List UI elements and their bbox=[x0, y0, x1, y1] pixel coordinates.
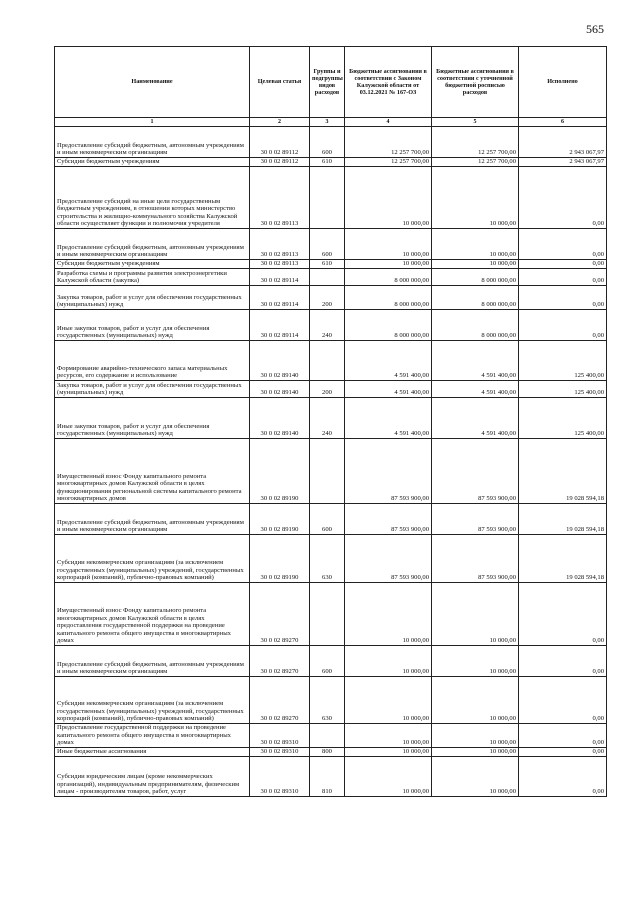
row-executed-amount: 125 400,00 bbox=[519, 381, 607, 398]
row-group-code: 630 bbox=[310, 677, 345, 724]
row-law-amount: 10 000,00 bbox=[345, 229, 432, 260]
row-updated-amount: 87 593 900,00 bbox=[432, 535, 519, 583]
row-name: Субсидии юридическим лицам (кроме некоммерческих организаций), индивидуальным предпринимателям, физическим лицам - производителям товаров, работ, услуг bbox=[55, 756, 250, 796]
row-group-code bbox=[310, 439, 345, 504]
header-group: Группы и подгруппы видов расходов bbox=[310, 47, 345, 118]
row-target-code: 30 0 02 89114 bbox=[250, 310, 310, 341]
row-law-amount: 10 000,00 bbox=[345, 583, 432, 646]
row-target-code: 30 0 02 89113 bbox=[250, 229, 310, 260]
row-updated-amount: 4 591 400,00 bbox=[432, 398, 519, 439]
row-name: Предоставление субсидий бюджетным, автономным учреждениям и иным некоммерческим организациям bbox=[55, 229, 250, 260]
row-name: Формирование аварийно-технического запаса материальных ресурсов, его содержание и использование bbox=[55, 341, 250, 381]
row-executed-amount: 0,00 bbox=[519, 260, 607, 269]
row-name: Субсидии некоммерческим организациям (за исключением государственных (муниципальных) учреждений, государственных корпораций (компаний), публично-правовых компаний) bbox=[55, 535, 250, 583]
row-law-amount: 4 591 400,00 bbox=[345, 341, 432, 381]
row-name: Субсидии бюджетным учреждениям bbox=[55, 260, 250, 269]
row-law-amount: 8 000 000,00 bbox=[345, 310, 432, 341]
row-name: Имущественный взнос Фонду капитального ремонта многоквартирных домов Калужской области в целях функционирования региональной системы капитального ремонта многоквартирных домов bbox=[55, 439, 250, 504]
row-group-code: 810 bbox=[310, 756, 345, 796]
table-row bbox=[55, 310, 607, 341]
row-target-code: 30 0 02 89112 bbox=[250, 127, 310, 158]
row-law-amount: 10 000,00 bbox=[345, 260, 432, 269]
row-law-amount: 12 257 700,00 bbox=[345, 158, 432, 167]
row-name: Предоставление субсидий бюджетным, автономным учреждениям и иным некоммерческим организациям bbox=[55, 504, 250, 535]
table-row bbox=[55, 677, 607, 724]
row-group-code bbox=[310, 341, 345, 381]
row-executed-amount: 0,00 bbox=[519, 310, 607, 341]
row-executed-amount: 0,00 bbox=[519, 724, 607, 748]
row-updated-amount: 10 000,00 bbox=[432, 583, 519, 646]
row-group-code bbox=[310, 583, 345, 646]
row-group-code: 240 bbox=[310, 310, 345, 341]
table-row bbox=[55, 756, 607, 796]
row-law-amount: 10 000,00 bbox=[345, 724, 432, 748]
table-row bbox=[55, 398, 607, 439]
row-law-amount: 8 000 000,00 bbox=[345, 269, 432, 286]
row-target-code: 30 0 02 89112 bbox=[250, 158, 310, 167]
table-row bbox=[55, 381, 607, 398]
row-law-amount: 10 000,00 bbox=[345, 756, 432, 796]
row-executed-amount: 0,00 bbox=[519, 646, 607, 677]
header-updated: Бюджетные ассигнования в соответствии с уточненной бюджетной росписью расходов bbox=[432, 47, 519, 118]
row-updated-amount: 10 000,00 bbox=[432, 260, 519, 269]
row-law-amount: 87 593 900,00 bbox=[345, 504, 432, 535]
row-group-code: 600 bbox=[310, 504, 345, 535]
row-updated-amount: 10 000,00 bbox=[432, 646, 519, 677]
row-updated-amount: 12 257 700,00 bbox=[432, 158, 519, 167]
row-executed-amount: 0,00 bbox=[519, 286, 607, 310]
column-number: 6 bbox=[519, 118, 607, 127]
row-target-code: 30 0 02 89310 bbox=[250, 747, 310, 756]
row-executed-amount: 0,00 bbox=[519, 756, 607, 796]
row-name: Предоставление субсидий на иные цели государственным бюджетным учреждениям, в отношении которых министерство строительства и жилищно-коммунального хозяйства Калужской области осуществляет функции и полномочия учредителя bbox=[55, 167, 250, 229]
row-updated-amount: 10 000,00 bbox=[432, 756, 519, 796]
row-target-code: 30 0 02 89114 bbox=[250, 286, 310, 310]
row-group-code bbox=[310, 167, 345, 229]
row-law-amount: 4 591 400,00 bbox=[345, 398, 432, 439]
row-name: Закупка товаров, работ и услуг для обеспечения государственных (муниципальных) нужд bbox=[55, 286, 250, 310]
row-group-code bbox=[310, 724, 345, 748]
row-target-code: 30 0 02 89270 bbox=[250, 583, 310, 646]
header-target: Целевая статья bbox=[250, 47, 310, 118]
row-target-code: 30 0 02 89140 bbox=[250, 398, 310, 439]
table-row bbox=[55, 535, 607, 583]
column-number: 3 bbox=[310, 118, 345, 127]
row-group-code: 630 bbox=[310, 535, 345, 583]
table-row bbox=[55, 341, 607, 381]
row-group-code: 200 bbox=[310, 286, 345, 310]
row-target-code: 30 0 02 89140 bbox=[250, 341, 310, 381]
table-body bbox=[55, 127, 607, 797]
row-updated-amount: 10 000,00 bbox=[432, 229, 519, 260]
table-row bbox=[55, 439, 607, 504]
row-target-code: 30 0 02 89140 bbox=[250, 381, 310, 398]
header-name: Наименование bbox=[55, 47, 250, 118]
row-group-code: 240 bbox=[310, 398, 345, 439]
row-updated-amount: 8 000 000,00 bbox=[432, 286, 519, 310]
row-executed-amount: 19 028 594,18 bbox=[519, 439, 607, 504]
row-name: Субсидии некоммерческим организациям (за исключением государственных (муниципальных) учреждений, государственных корпораций (компаний), публично-правовых компаний) bbox=[55, 677, 250, 724]
row-group-code bbox=[310, 269, 345, 286]
header-law: Бюджетные ассигнования в соответствии с Законом Калужской области от 03.12.2021 № 167-ОЗ bbox=[345, 47, 432, 118]
table-row bbox=[55, 747, 607, 756]
row-name: Иные бюджетные ассигнования bbox=[55, 747, 250, 756]
row-group-code: 610 bbox=[310, 260, 345, 269]
table-row bbox=[55, 229, 607, 260]
row-updated-amount: 4 591 400,00 bbox=[432, 341, 519, 381]
row-target-code: 30 0 02 89190 bbox=[250, 535, 310, 583]
row-updated-amount: 10 000,00 bbox=[432, 747, 519, 756]
row-executed-amount: 125 400,00 bbox=[519, 341, 607, 381]
row-executed-amount: 2 943 067,97 bbox=[519, 158, 607, 167]
row-target-code: 30 0 02 89114 bbox=[250, 269, 310, 286]
table-row bbox=[55, 260, 607, 269]
row-executed-amount: 0,00 bbox=[519, 747, 607, 756]
row-executed-amount: 0,00 bbox=[519, 167, 607, 229]
row-law-amount: 10 000,00 bbox=[345, 677, 432, 724]
table-row bbox=[55, 724, 607, 748]
row-executed-amount: 0,00 bbox=[519, 269, 607, 286]
row-executed-amount: 19 028 594,18 bbox=[519, 504, 607, 535]
row-name: Предоставление субсидий бюджетным, автономным учреждениям и иным некоммерческим организациям bbox=[55, 646, 250, 677]
header-row bbox=[55, 47, 607, 118]
row-group-code: 600 bbox=[310, 646, 345, 677]
row-executed-amount: 2 943 067,97 bbox=[519, 127, 607, 158]
row-name: Иные закупки товаров, работ и услуг для обеспечения государственных (муниципальных) нужд bbox=[55, 310, 250, 341]
row-updated-amount: 10 000,00 bbox=[432, 167, 519, 229]
row-group-code: 600 bbox=[310, 127, 345, 158]
row-executed-amount: 0,00 bbox=[519, 677, 607, 724]
row-law-amount: 8 000 000,00 bbox=[345, 286, 432, 310]
row-target-code: 30 0 02 89310 bbox=[250, 756, 310, 796]
row-name: Предоставление государственной поддержки на проведение капитального ремонта общего имущества в многоквартирных домах bbox=[55, 724, 250, 748]
row-executed-amount: 0,00 bbox=[519, 583, 607, 646]
row-group-code: 600 bbox=[310, 229, 345, 260]
row-law-amount: 87 593 900,00 bbox=[345, 439, 432, 504]
column-number-row bbox=[55, 118, 607, 127]
row-executed-amount: 19 028 594,18 bbox=[519, 535, 607, 583]
row-law-amount: 12 257 700,00 bbox=[345, 127, 432, 158]
page-number: 565 bbox=[586, 22, 604, 36]
row-target-code: 30 0 02 89310 bbox=[250, 724, 310, 748]
row-group-code: 610 bbox=[310, 158, 345, 167]
table-row bbox=[55, 504, 607, 535]
table-row bbox=[55, 158, 607, 167]
row-name: Предоставление субсидий бюджетным, автономным учреждениям и иным некоммерческим организациям bbox=[55, 127, 250, 158]
table-row bbox=[55, 269, 607, 286]
column-number: 4 bbox=[345, 118, 432, 127]
row-updated-amount: 10 000,00 bbox=[432, 724, 519, 748]
table-row bbox=[55, 583, 607, 646]
row-target-code: 30 0 02 89270 bbox=[250, 646, 310, 677]
column-number: 1 bbox=[55, 118, 250, 127]
table-row bbox=[55, 167, 607, 229]
row-group-code: 800 bbox=[310, 747, 345, 756]
row-name: Иные закупки товаров, работ и услуг для обеспечения государственных (муниципальных) нужд bbox=[55, 398, 250, 439]
header-executed: Исполнено bbox=[519, 47, 607, 118]
row-name: Имущественный взнос Фонду капитального ремонта многоквартирных домов Калужской области в целях предоставления государственной поддержки на проведение капитального ремонта общего имущества в многоквартирных домах bbox=[55, 583, 250, 646]
row-updated-amount: 87 593 900,00 bbox=[432, 439, 519, 504]
row-target-code: 30 0 02 89113 bbox=[250, 260, 310, 269]
table-row bbox=[55, 286, 607, 310]
row-law-amount: 10 000,00 bbox=[345, 646, 432, 677]
table-row bbox=[55, 127, 607, 158]
row-updated-amount: 8 000 000,00 bbox=[432, 310, 519, 341]
row-target-code: 30 0 02 89113 bbox=[250, 167, 310, 229]
column-number: 2 bbox=[250, 118, 310, 127]
row-law-amount: 4 591 400,00 bbox=[345, 381, 432, 398]
row-law-amount: 10 000,00 bbox=[345, 747, 432, 756]
row-updated-amount: 4 591 400,00 bbox=[432, 381, 519, 398]
column-number: 5 bbox=[432, 118, 519, 127]
row-target-code: 30 0 02 89270 bbox=[250, 677, 310, 724]
row-updated-amount: 12 257 700,00 bbox=[432, 127, 519, 158]
row-law-amount: 10 000,00 bbox=[345, 167, 432, 229]
row-executed-amount: 125 400,00 bbox=[519, 398, 607, 439]
row-law-amount: 87 593 900,00 bbox=[345, 535, 432, 583]
row-name: Закупка товаров, работ и услуг для обеспечения государственных (муниципальных) нужд bbox=[55, 381, 250, 398]
row-name: Разработка схемы и программы развития электроэнергетики Калужской области (закупка) bbox=[55, 269, 250, 286]
row-name: Субсидии бюджетным учреждениям bbox=[55, 158, 250, 167]
table-row bbox=[55, 646, 607, 677]
row-updated-amount: 10 000,00 bbox=[432, 677, 519, 724]
row-executed-amount: 0,00 bbox=[519, 229, 607, 260]
row-target-code: 30 0 02 89190 bbox=[250, 504, 310, 535]
row-updated-amount: 8 000 000,00 bbox=[432, 269, 519, 286]
row-target-code: 30 0 02 89190 bbox=[250, 439, 310, 504]
budget-table bbox=[54, 46, 607, 797]
row-updated-amount: 87 593 900,00 bbox=[432, 504, 519, 535]
row-group-code: 200 bbox=[310, 381, 345, 398]
